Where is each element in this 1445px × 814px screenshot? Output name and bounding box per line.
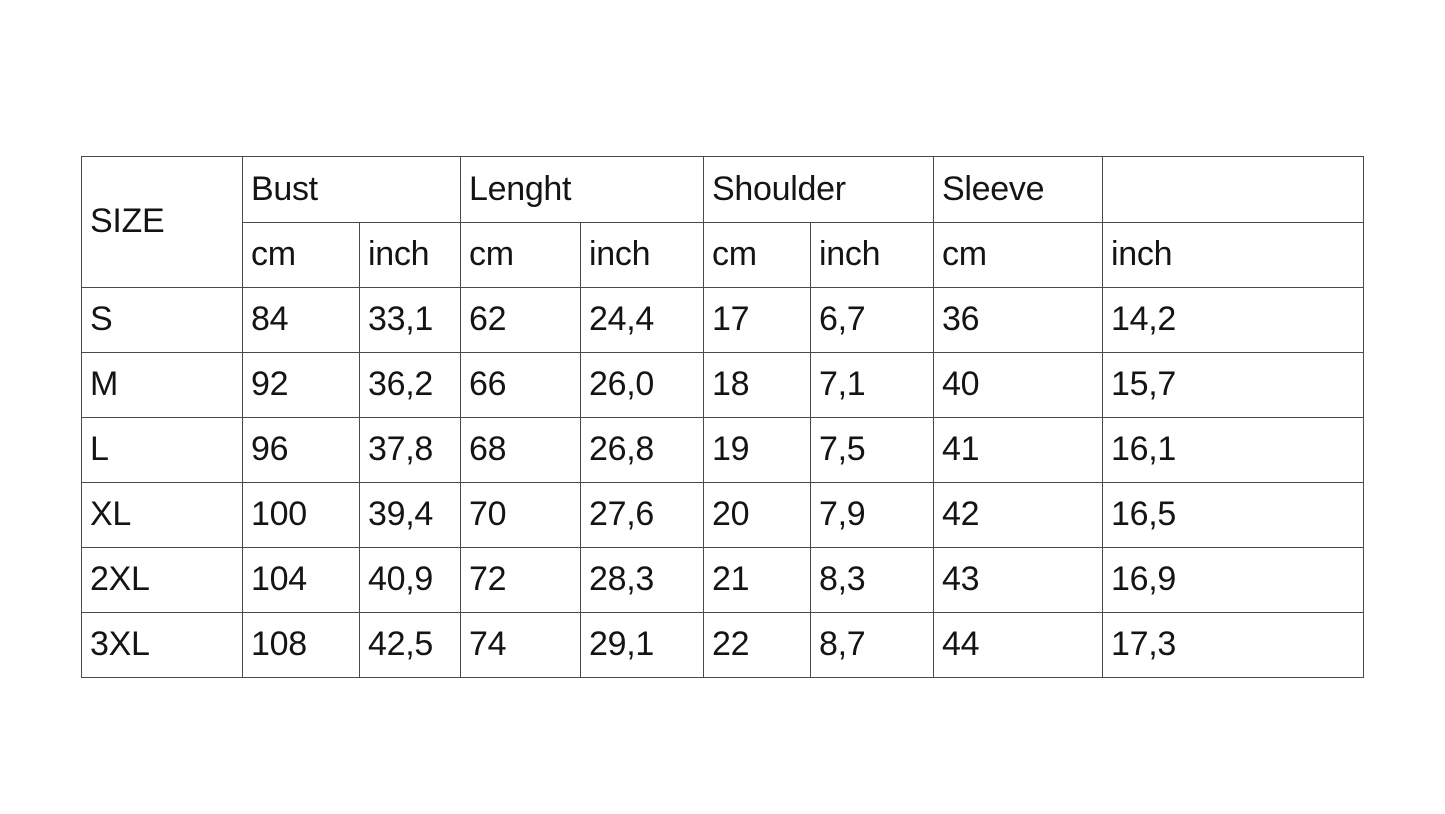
- measurement-cell: 28,3: [581, 548, 704, 613]
- size-cell: XL: [82, 483, 243, 548]
- measurement-cell: 27,6: [581, 483, 704, 548]
- unit-header-lenght-inch: inch: [581, 223, 704, 288]
- measurement-cell: 108: [243, 613, 360, 678]
- header-group-row: [82, 157, 1364, 223]
- measurement-cell: 7,5: [811, 418, 934, 483]
- unit-header-sleeve-cm: cm: [934, 223, 1103, 288]
- measurement-cell: 42,5: [360, 613, 461, 678]
- size-cell: M: [82, 353, 243, 418]
- measurement-cell: 43: [934, 548, 1103, 613]
- measurement-cell: 68: [461, 418, 581, 483]
- measurement-cell: 17: [704, 288, 811, 353]
- measurement-cell: 70: [461, 483, 581, 548]
- measurement-cell: 17,3: [1103, 613, 1364, 678]
- measurement-cell: 84: [243, 288, 360, 353]
- table-row-3xl: [82, 613, 1364, 678]
- measurement-cell: 62: [461, 288, 581, 353]
- table-row-l: [82, 418, 1364, 483]
- measurement-cell: 92: [243, 353, 360, 418]
- measurement-cell: 37,8: [360, 418, 461, 483]
- measurement-cell: 36,2: [360, 353, 461, 418]
- measurement-cell: 44: [934, 613, 1103, 678]
- group-header-bust: Bust: [243, 157, 461, 223]
- measurement-cell: 22: [704, 613, 811, 678]
- measurement-cell: 40: [934, 353, 1103, 418]
- unit-header-sleeve-inch: inch: [1103, 223, 1364, 288]
- group-header-shoulder: Shoulder: [704, 157, 934, 223]
- unit-header-shoulder-inch: inch: [811, 223, 934, 288]
- measurement-cell: 19: [704, 418, 811, 483]
- measurement-cell: 16,5: [1103, 483, 1364, 548]
- measurement-cell: 8,7: [811, 613, 934, 678]
- unit-header-bust-inch: inch: [360, 223, 461, 288]
- measurement-cell: 42: [934, 483, 1103, 548]
- measurement-cell: 100: [243, 483, 360, 548]
- unit-header-bust-cm: cm: [243, 223, 360, 288]
- measurement-cell: 21: [704, 548, 811, 613]
- measurement-cell: 18: [704, 353, 811, 418]
- group-header-empty: [1103, 157, 1364, 223]
- measurement-cell: 15,7: [1103, 353, 1364, 418]
- table-row-s: [82, 288, 1364, 353]
- table-row-xl: [82, 483, 1364, 548]
- corner-header-size: SIZE: [82, 157, 243, 288]
- unit-header-lenght-cm: cm: [461, 223, 581, 288]
- measurement-cell: 104: [243, 548, 360, 613]
- measurement-cell: 6,7: [811, 288, 934, 353]
- measurement-cell: 8,3: [811, 548, 934, 613]
- measurement-cell: 36: [934, 288, 1103, 353]
- measurement-cell: 39,4: [360, 483, 461, 548]
- measurement-cell: 74: [461, 613, 581, 678]
- table-row-2xl: [82, 548, 1364, 613]
- measurement-cell: 26,0: [581, 353, 704, 418]
- group-header-sleeve: Sleeve: [934, 157, 1103, 223]
- table-row-m: [82, 353, 1364, 418]
- size-cell: 2XL: [82, 548, 243, 613]
- header-unit-row: [82, 223, 1364, 288]
- measurement-cell: 7,1: [811, 353, 934, 418]
- unit-header-shoulder-cm: cm: [704, 223, 811, 288]
- measurement-cell: 72: [461, 548, 581, 613]
- measurement-cell: 20: [704, 483, 811, 548]
- measurement-cell: 24,4: [581, 288, 704, 353]
- measurement-cell: 29,1: [581, 613, 704, 678]
- measurement-cell: 41: [934, 418, 1103, 483]
- measurement-cell: 16,9: [1103, 548, 1364, 613]
- size-cell: S: [82, 288, 243, 353]
- measurement-cell: 26,8: [581, 418, 704, 483]
- size-cell: 3XL: [82, 613, 243, 678]
- measurement-cell: 96: [243, 418, 360, 483]
- measurement-cell: 66: [461, 353, 581, 418]
- measurement-cell: 33,1: [360, 288, 461, 353]
- measurement-cell: 40,9: [360, 548, 461, 613]
- group-header-lenght: Lenght: [461, 157, 704, 223]
- measurement-cell: 7,9: [811, 483, 934, 548]
- size-cell: L: [82, 418, 243, 483]
- measurement-cell: 16,1: [1103, 418, 1364, 483]
- measurement-cell: 14,2: [1103, 288, 1364, 353]
- size-chart-table: [81, 156, 1364, 678]
